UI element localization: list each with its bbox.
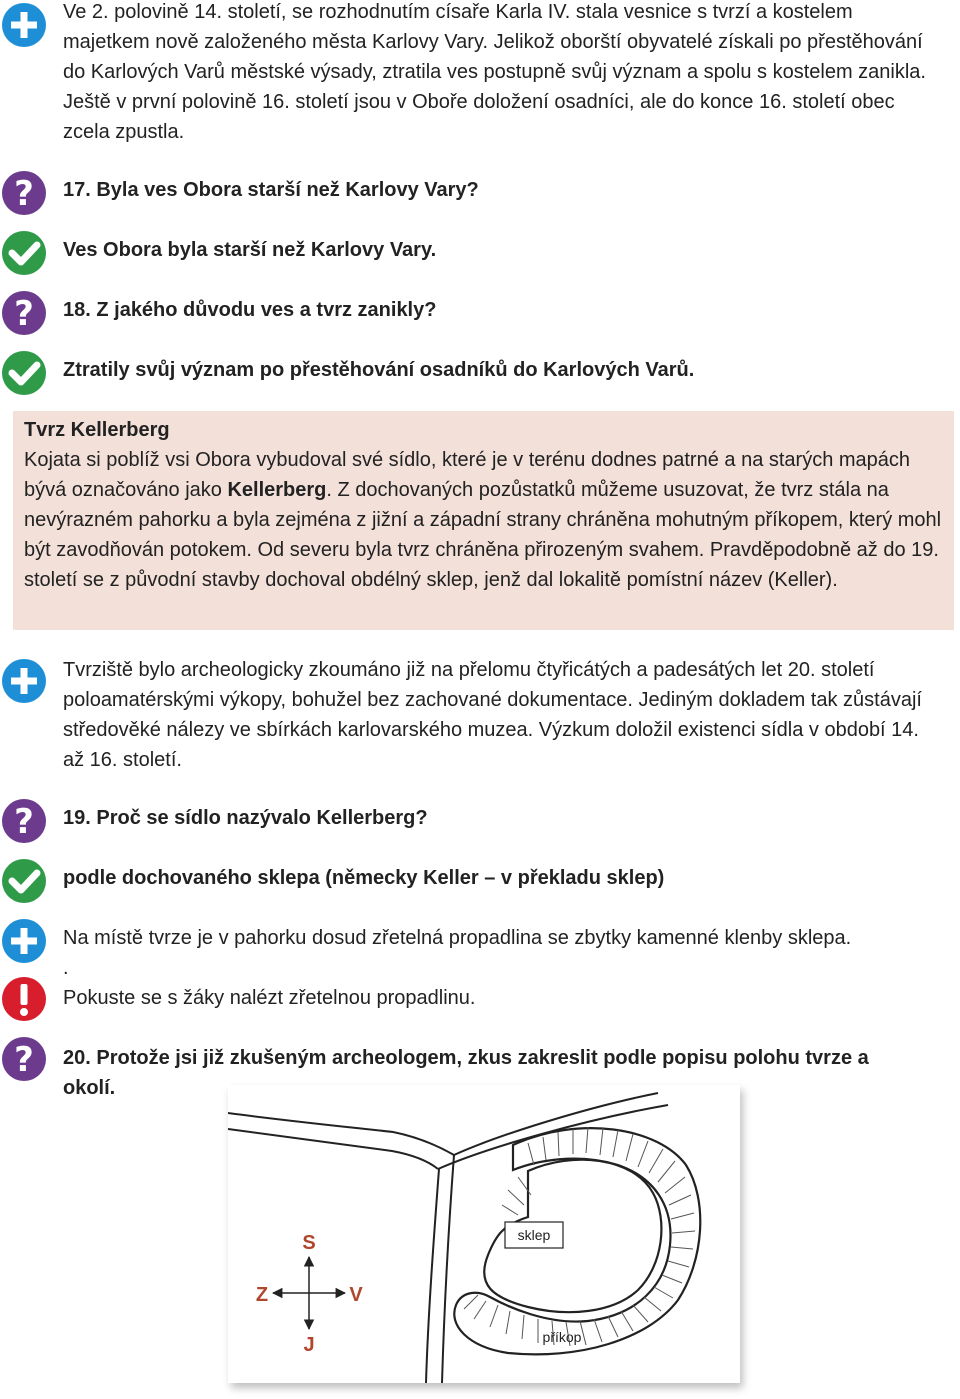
svg-text:?: ? (14, 1040, 34, 1080)
answer-18: Ztratily svůj význam po přestěhování osadníků do Karlových Varů. (63, 359, 695, 381)
excavation-paragraph: Tvrziště bylo archeologicky zkoumáno již na přelomu čtyřicátých a padesátých let 20. století poloamatérskými výkopy, bohužel bez zachované dokumentace. Jediným dokladem tak zůstávají středověké nálezy ve sbírkách karlovarského muzea. Výzkum doložil existenci sídla v období 14. až 16. století. (63, 659, 922, 771)
compass-west: Z (255, 1284, 269, 1306)
cellar-paragraph: Na místě tvrze je v pahorku dosud zřetelná propadlina se zbytky kamenné klenby sklepa. (63, 927, 852, 949)
svg-text:?: ? (14, 294, 34, 334)
box-heading: Tvrz Kellerberg (24, 419, 170, 441)
question-18: 18. Z jakého důvodu ves a tvrz zanikly? (63, 299, 437, 321)
check-icon (1, 230, 47, 276)
stray-dot: . (63, 957, 69, 979)
warning-text: Pokuste se s žáky nalézt zřetelnou propadlinu. (63, 987, 476, 1009)
question-icon (1, 1036, 47, 1082)
answer-17: Ves Obora byla starší než Karlovy Vary. (63, 239, 437, 261)
intro-paragraph: Ve 2. polovině 14. století, se rozhodnutím císaře Karla IV. stala vesnice s tvrzí a kostelem majetkem nově založeného města Karlovy Vary. Jelikož oborští obyvatelé získali po přestěhování do Karlových Varů městské výsady, ztratila ves postupně svůj význam a spolu s kostelem zanikla. Ještě v první polovině 16. století jsou v Oboře doložení osadníci, ale do konce 16. století obec zcela zpustla. (63, 1, 926, 143)
question-17: 17. Byla ves Obora starší než Karlovy Vary? (63, 179, 479, 201)
box-text (24, 445, 949, 595)
compass-rose (256, 1232, 363, 1356)
svg-text:?: ? (14, 174, 34, 214)
cellar-label: sklep (517, 1227, 551, 1243)
compass-south: J (303, 1334, 315, 1356)
plus-icon (1, 658, 47, 704)
check-icon (1, 858, 47, 904)
question-icon (1, 170, 47, 216)
compass-north: S (302, 1232, 316, 1254)
box-text-part: . Z dochovaných pozůstatků můžeme usuzovat, že tvrz stála na nevýrazném pahorku a byla zejména z jižní a západní strany chráněna mohutným příkopem, který mohl být zavodňován potokem. Od severu byla tvrz chráněna přirozeným svahem. Pravděpodobně až do 19. století se z původní stavby dochoval obdélný sklep, jenž dal lokalitě pomístní název (Keller). (24, 479, 942, 591)
svg-text:?: ? (14, 802, 34, 842)
question-icon (1, 290, 47, 336)
box-text-bold: Kellerberg (227, 479, 327, 501)
question-20: 20. Protože jsi již zkušeným archeologem, zkus zakreslit podle popisu polohu tvrze a okolí. (63, 1047, 869, 1099)
moat-label: příkop (542, 1329, 582, 1345)
exclamation-icon (1, 976, 47, 1022)
check-icon (1, 350, 47, 396)
moat-contours (454, 1128, 700, 1354)
question-icon (1, 798, 47, 844)
fortress-map (228, 1085, 740, 1383)
plus-icon (1, 918, 47, 964)
info-box (13, 411, 954, 630)
compass-east: V (349, 1284, 363, 1306)
question-19: 19. Proč se sídlo nazývalo Kellerberg? (63, 807, 428, 829)
box-text-part: Kojata si poblíž vsi Obora vybudoval své sídlo, které je v terénu dodnes patrné a na starých mapách bývá označováno jako (24, 449, 911, 501)
plus-icon (1, 2, 47, 48)
answer-19: podle dochovaného sklepa (německy Keller – v překladu sklep) (63, 867, 665, 889)
